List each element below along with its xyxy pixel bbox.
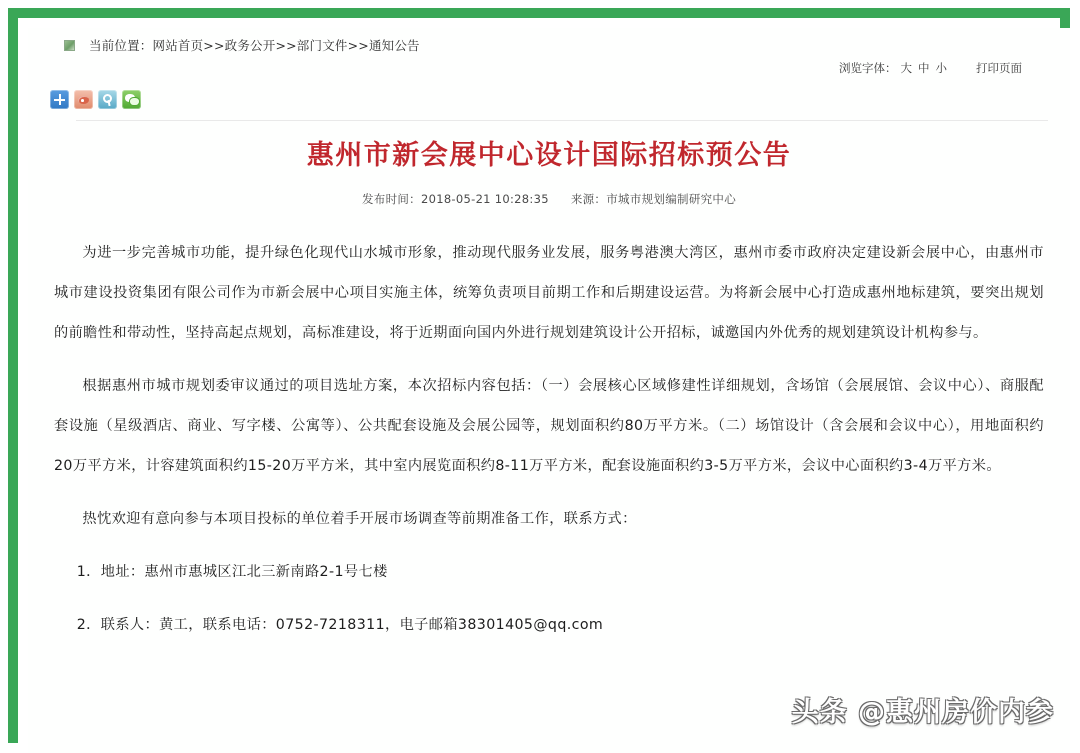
page-content-area — [28, 28, 1070, 753]
wechat-icon[interactable] — [122, 90, 141, 109]
page-title: 惠州市新会展中心设计国际招标预公告 — [306, 140, 792, 171]
breadcrumb — [28, 32, 1070, 58]
article-meta — [28, 191, 1070, 207]
contact-line: 2．联系人：黄工，联系电话：0752-7218311，电子邮箱38301405@qq.com — [76, 617, 604, 634]
article — [28, 124, 1070, 753]
breadcrumb-text[interactable]: 当前位置：网站首页>>政务公开>>部门文件>>通知公告 — [89, 38, 420, 53]
source-value: 市城市规划编制研究中心 — [606, 192, 737, 207]
font-size-label: 浏览字体： — [839, 61, 897, 75]
page-green-frame — [8, 8, 1070, 743]
article-paragraph: 根据惠州市城市规划委审议通过的项目选址方案，本次招标内容包括：（一）会展核心区域修建性详细规划，含场馆（会展展馆、会议中心）、商服配套设施（星级酒店、商业、写字楼、公寓等）、公共配套设施及会展公园等，规划面积约80万平方米。（二）场馆设计（含会展和会议中心），用地面积约20万平方米，计容建筑面积约15-20万平方米，其中室内展览面积约8-11万平方米，配套设施面积约3-5万平方米，会议中心面积约3-4万平方米。 — [54, 378, 1044, 475]
publish-time-label: 发布时间： — [361, 192, 421, 207]
publish-time-value: 2018-05-21 10:28:35 — [420, 192, 549, 207]
sina-weibo-icon[interactable] — [74, 90, 93, 109]
page-marker-icon — [64, 40, 75, 51]
article-body — [54, 233, 1044, 645]
qzone-icon[interactable] — [98, 90, 117, 109]
share-plus-icon[interactable] — [50, 90, 69, 109]
page-tools — [839, 60, 1022, 76]
header-divider — [76, 120, 1048, 121]
contact-line: 1．地址：惠州市惠城区江北三新南路2-1号七楼 — [76, 564, 388, 581]
font-size-medium-button[interactable]: 中 — [918, 61, 930, 75]
article-paragraph: 热忱欢迎有意向参与本项目投标的单位着手开展市场调查等前期准备工作，联系方式： — [82, 511, 637, 528]
font-size-small-button[interactable]: 小 — [935, 61, 947, 75]
print-page-button[interactable]: 打印页面 — [976, 61, 1022, 75]
share-bar — [50, 90, 141, 109]
watermark: 头条 @惠州房价内参 — [791, 697, 1054, 728]
font-size-large-button[interactable]: 大 — [900, 61, 912, 75]
article-paragraph: 为进一步完善城市功能，提升绿色化现代山水城市形象，推动现代服务业发展，服务粤港澳大湾区，惠州市委市政府决定建设新会展中心，由惠州市城市建设投资集团有限公司作为市新会展中心项目实施主体，统筹负责项目前期工作和后期建设运营。为将新会展中心打造成惠州地标建筑，要突出规划的前瞻性和带动性，坚持高起点规划，高标准建设，将于近期面向国内外进行规划建筑设计公开招标，诚邀国内外优秀的规划建筑设计机构参与。 — [54, 245, 1044, 342]
source-label: 来源： — [570, 192, 607, 207]
